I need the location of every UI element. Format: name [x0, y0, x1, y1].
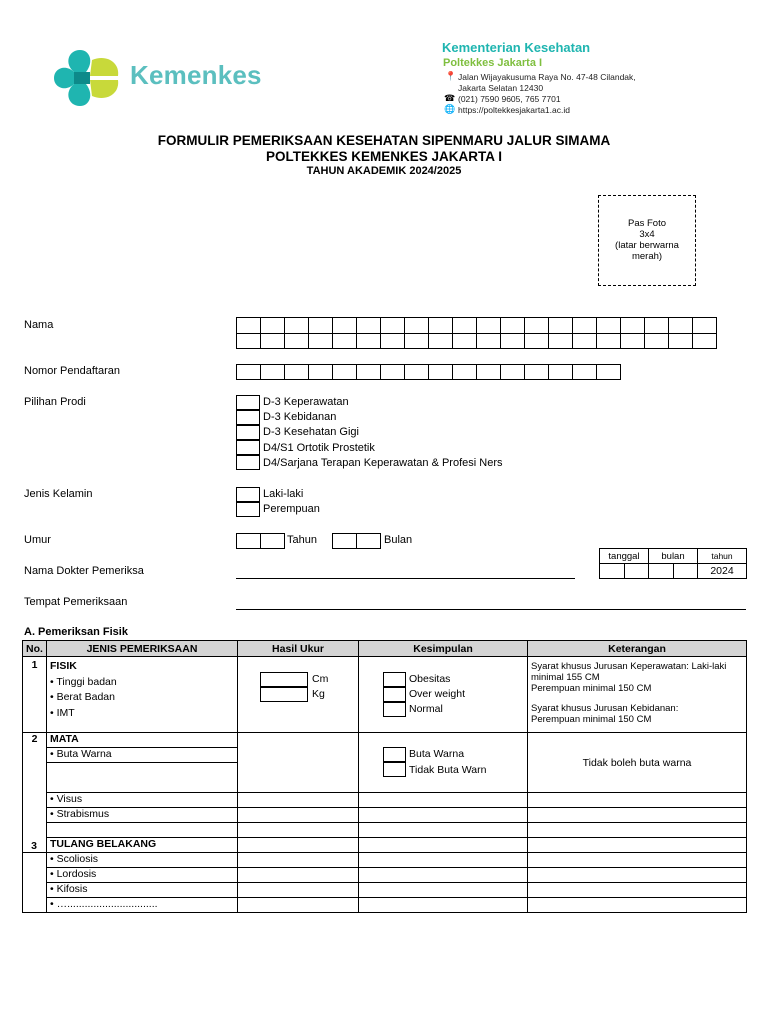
mata-item-visus: • Visus: [47, 793, 238, 808]
photo-line4: merah): [631, 251, 663, 262]
fisik-keterangan-4: Perempuan minimal 150 CM: [531, 714, 652, 725]
fisik-item-imt: • IMT: [50, 706, 75, 719]
section-a-title: A. Pemeriksan Fisik: [24, 626, 128, 638]
prodi-checkbox-4[interactable]: [236, 440, 260, 455]
photo-line3: (latar berwarna: [615, 240, 679, 251]
col-keterangan: Keterangan: [528, 641, 747, 657]
berat-input[interactable]: [260, 687, 308, 702]
website-link[interactable]: https://poltekkesjakarta1.ac.id: [458, 105, 570, 115]
prodi-option-2: D-3 Kebidanan: [263, 411, 337, 423]
col-no: No.: [23, 641, 47, 657]
tidak-buta-warna-label: Tidak Buta Warn: [409, 764, 487, 776]
prodi-option-5: D4/Sarjana Terapan Keperawatan & Profesi Ners: [263, 457, 503, 469]
fisik-keterangan-3: Syarat khusus Jurusan Kebidanan:: [531, 703, 679, 714]
tulang-title: TULANG BELAKANG: [47, 838, 238, 853]
ministry-name: Kementerian Kesehatan: [442, 40, 591, 55]
location-icon: 📍: [445, 71, 457, 81]
fisik-no: 1: [23, 657, 47, 733]
tempat-label: Tempat Pemeriksaan: [24, 596, 128, 608]
photo-line1: Pas Foto: [627, 218, 667, 229]
fisik-item-tinggi: • Tinggi badan: [50, 675, 117, 688]
normal-checkbox[interactable]: [383, 702, 406, 717]
kelamin-checkbox-perempuan[interactable]: [236, 502, 260, 517]
mata-no: 2: [23, 733, 47, 853]
dokter-line[interactable]: [236, 578, 575, 579]
overweight-checkbox[interactable]: [383, 687, 406, 702]
nomor-input-grid[interactable]: [236, 364, 621, 380]
phone-icon: ☎: [444, 93, 456, 103]
kelamin-label: Jenis Kelamin: [24, 488, 93, 500]
prodi-checkbox-5[interactable]: [236, 455, 260, 470]
fisik-item-berat: • Berat Badan: [50, 691, 115, 703]
tahun-label: Tahun: [287, 534, 317, 546]
prodi-option-1: D-3 Keperawatan: [263, 396, 349, 408]
col-hasil: Hasil Ukur: [238, 641, 359, 657]
year-value: 2024: [698, 564, 747, 579]
logo-text: Kemenkes: [130, 60, 262, 90]
bulan-header: bulan: [649, 549, 698, 564]
photo-box[interactable]: [598, 195, 696, 286]
tulang-item-scoliosis: • Scoliosis: [47, 853, 238, 868]
logo-emblem-icon: [50, 46, 122, 110]
globe-icon: 🌐: [444, 104, 456, 114]
date-table[interactable]: [599, 548, 747, 579]
fisik-keterangan-1: Syarat khusus Jurusan Keperawatan: Laki-laki minimal 155 CM: [531, 661, 727, 683]
unit-kg: Kg: [312, 688, 325, 700]
bulan-label: Bulan: [384, 534, 413, 546]
tulang-no: 3: [31, 840, 37, 852]
buta-warna-label: Buta Warna: [409, 748, 465, 760]
tulang-item-lordosis: • Lordosis: [47, 868, 238, 883]
umur-label: Umur: [24, 534, 51, 546]
form-subtitle: POLTEKKES KEMENKES JAKARTA I: [265, 149, 503, 164]
prodi-checkbox-1[interactable]: [236, 395, 260, 410]
kelamin-option-perempuan: Perempuan: [263, 503, 320, 515]
dokter-label: Nama Dokter Pemeriksa: [24, 565, 144, 577]
fisik-title: FISIK: [50, 660, 77, 672]
mata-item-strabismus: • Strabismus: [47, 808, 238, 823]
prodi-checkbox-2[interactable]: [236, 410, 260, 425]
obesitas-checkbox[interactable]: [383, 672, 406, 687]
mata-title: MATA: [47, 733, 238, 748]
unit-cm: Cm: [312, 673, 329, 685]
tulang-item-other[interactable]: • …...............................: [47, 898, 238, 913]
photo-line2: 3x4: [639, 229, 655, 240]
tahun-header: tahun: [698, 549, 747, 564]
prodi-label: Pilihan Prodi: [24, 396, 86, 408]
kelamin-checkbox-laki[interactable]: [236, 487, 260, 502]
nama-input-grid[interactable]: [236, 317, 717, 349]
tulang-item-kifosis: • Kifosis: [47, 883, 238, 898]
buta-warna-checkbox[interactable]: [383, 747, 406, 762]
overweight-label: Over weight: [409, 688, 466, 700]
obesitas-label: Obesitas: [409, 673, 451, 685]
mata-item-buta-warna: • Buta Warna: [47, 748, 238, 763]
tinggi-input[interactable]: [260, 672, 308, 687]
normal-label: Normal: [409, 703, 443, 715]
tanggal-header: tanggal: [600, 549, 649, 564]
address-line2: Jakarta Selatan 12430: [458, 83, 544, 93]
prodi-option-3: D-3 Kesehatan Gigi: [263, 426, 359, 438]
umur-bulan-grid[interactable]: [332, 533, 381, 549]
mata-keterangan: Tidak boleh buta warna: [528, 733, 747, 793]
kemenkes-logo: [50, 46, 122, 110]
col-jenis: JENIS PEMERIKSAAN: [47, 641, 238, 657]
address-line1: Jalan Wijayakusuma Raya No. 47-48 Cilandak,: [458, 72, 636, 82]
academic-year: TAHUN AKADEMIK 2024/2025: [306, 165, 462, 177]
tempat-line[interactable]: [236, 609, 746, 610]
prodi-checkbox-3[interactable]: [236, 425, 260, 440]
physical-exam-table: [22, 640, 747, 913]
prodi-option-4: D4/S1 Ortotik Prostetik: [263, 442, 375, 454]
kelamin-option-laki: Laki-laki: [263, 488, 304, 500]
col-kesimpulan: Kesimpulan: [359, 641, 528, 657]
nomor-label: Nomor Pendaftaran: [24, 365, 120, 377]
institution-name: Poltekkes Jakarta I: [443, 57, 543, 69]
nama-label: Nama: [24, 319, 54, 331]
fisik-keterangan-2: Perempuan minimal 150 CM: [531, 683, 652, 694]
form-title: FORMULIR PEMERIKSAAN KESEHATAN SIPENMARU JALUR SIMAMA: [157, 133, 611, 148]
tidak-buta-warna-checkbox[interactable]: [383, 762, 406, 777]
umur-tahun-grid[interactable]: [236, 533, 285, 549]
phone-number: (021) 7590 9605, 765 7701: [458, 94, 561, 104]
